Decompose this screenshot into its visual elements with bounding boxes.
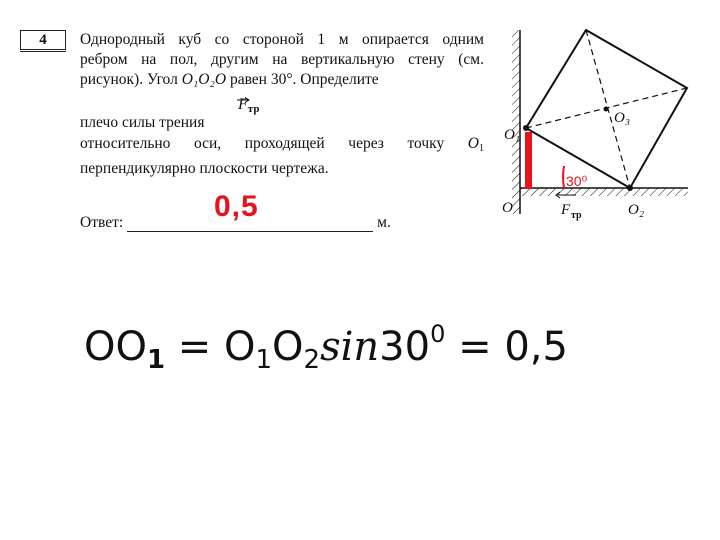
formula-point-1-sub: 1 — [255, 345, 273, 375]
answer-line-under-number — [20, 51, 66, 52]
point-o2-dot — [627, 185, 633, 191]
lever-arm-segment — [525, 132, 532, 189]
text-line-3a: рисунок). Угол — [80, 71, 182, 88]
formula-angle: 30 — [379, 324, 431, 370]
formula-lhs: OO — [84, 324, 147, 370]
point-o1-dot — [523, 125, 529, 131]
formula-angle-sup: 0 — [430, 320, 446, 348]
formula-point-2: O — [272, 324, 304, 370]
solution-formula — [84, 320, 568, 375]
text-line-1: Однородный куб со стороной 1 м опирается одним — [80, 31, 484, 48]
angle-name: O₁O₂O — [181, 71, 227, 88]
formula-point-2-sub: 2 — [303, 345, 321, 375]
floor-hatching — [520, 188, 688, 196]
formula-eq-2: = — [445, 324, 505, 370]
formula-result: 0,5 — [504, 324, 568, 370]
angle-arc — [563, 166, 564, 188]
text-line-2: ребром на пол, другим на вертикальную стену (см. — [80, 51, 484, 68]
wall-hatching — [512, 30, 520, 214]
label-o: O — [502, 200, 513, 216]
point-o1-sub: 1 — [479, 143, 484, 154]
text-line-5a: относительно оси, проходящей через точку — [80, 135, 468, 152]
formula-eq-1: = — [165, 324, 225, 370]
problem-text — [80, 30, 484, 90]
text-line-6: перпендикулярно плоскости чертежа. — [80, 160, 329, 177]
problem-text-cont — [80, 134, 484, 179]
label-force-sub: тр — [571, 210, 582, 221]
label-o3: O₃ — [614, 110, 631, 126]
label-o2: O₂ — [628, 202, 645, 218]
text-line-3b: равен 30°. Определите — [226, 71, 379, 88]
label-force: F — [561, 202, 571, 218]
text-line-4: плечо силы трения — [80, 114, 205, 131]
force-sub: тр — [247, 103, 260, 115]
answer-unit: м. — [377, 214, 391, 231]
point-o1: O — [467, 135, 479, 152]
label-o1: O₁ — [504, 127, 521, 143]
formula-sin: sin — [320, 324, 380, 370]
answer-value: 0,5 — [214, 190, 259, 223]
point-o3-dot — [604, 107, 609, 112]
answer-blank — [127, 217, 373, 232]
label-angle: 30⁰ — [566, 173, 588, 189]
answer-row — [80, 214, 391, 232]
problem-number: 4 — [20, 30, 66, 50]
text-line-5 — [80, 134, 484, 159]
friction-force-symbol — [238, 96, 259, 115]
formula-lhs-sub: 1 — [146, 345, 166, 375]
text-line-3 — [80, 70, 484, 90]
formula-point-1: O — [224, 324, 256, 370]
answer-label: Ответ: — [80, 214, 124, 231]
cube-diagram — [492, 14, 702, 230]
force-letter: F — [238, 96, 248, 113]
